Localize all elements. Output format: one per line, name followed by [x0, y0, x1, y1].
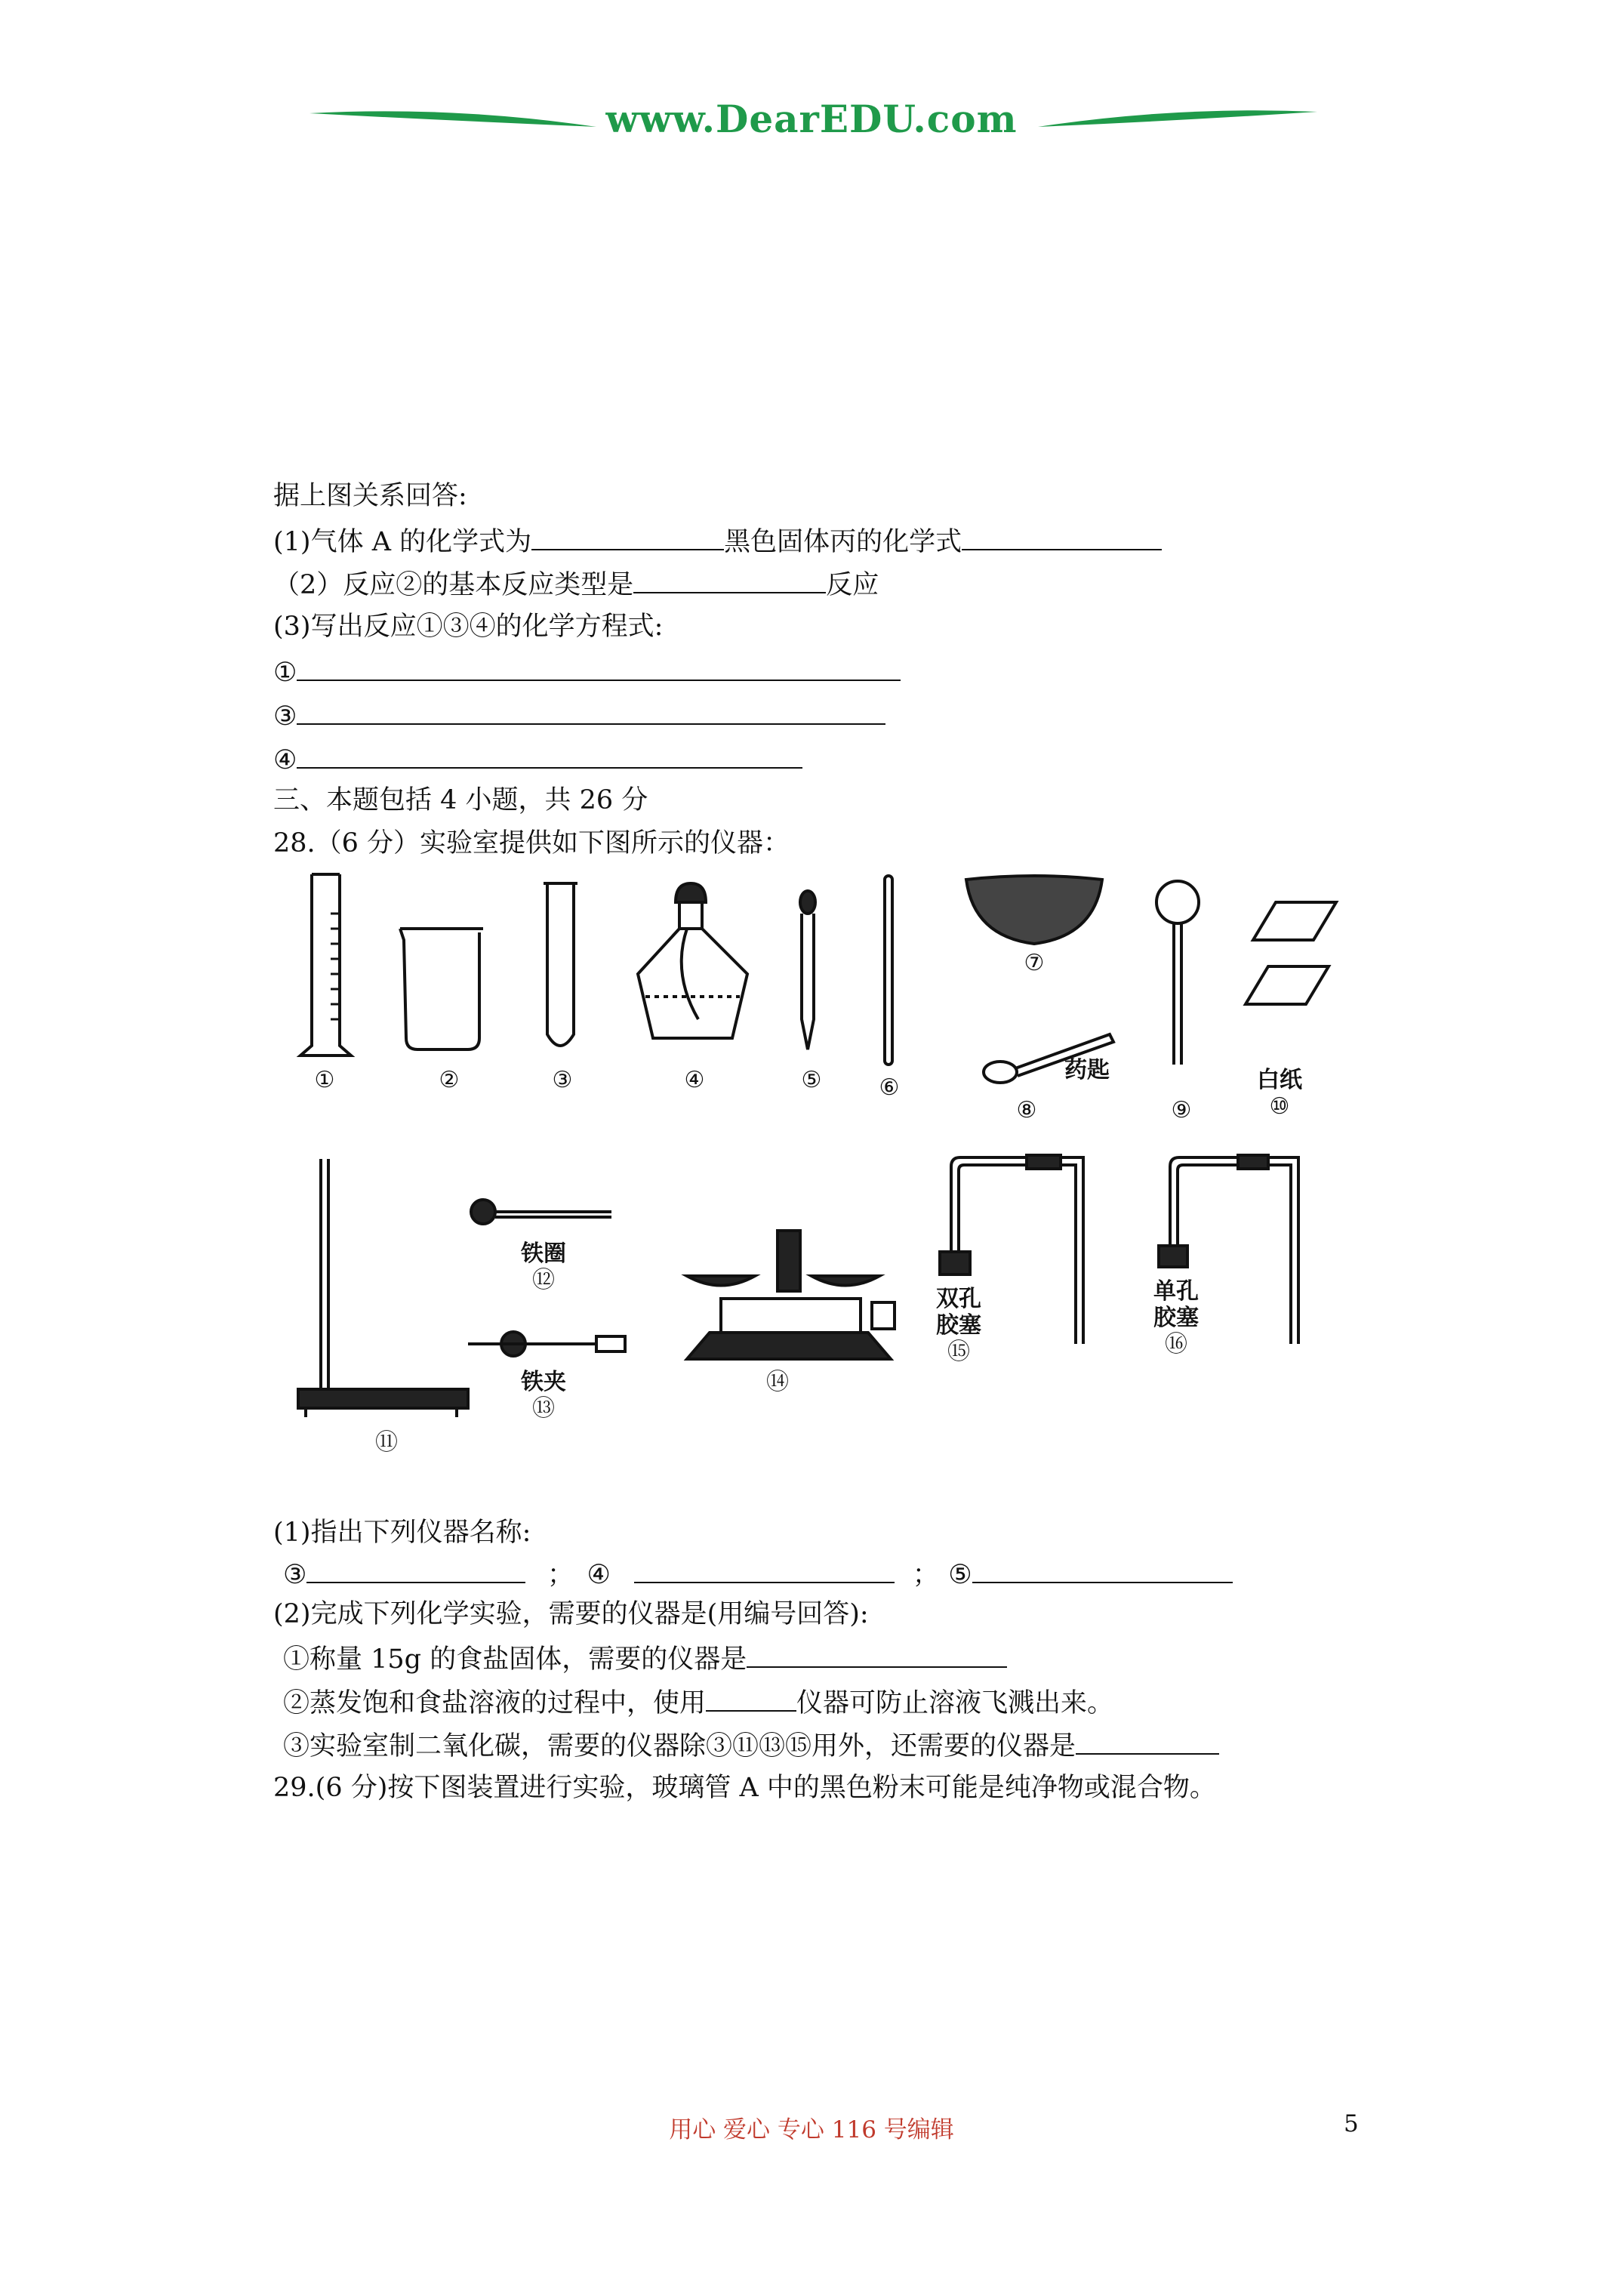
label-ring: 铁圈 [521, 1240, 566, 1267]
equation-4 [273, 743, 802, 775]
equation-3 [273, 699, 885, 732]
part2-b [283, 1686, 1113, 1718]
part1-marker-4: ④ [587, 1560, 611, 1590]
q2-suffix: 反应 [826, 570, 879, 600]
marker-3: ③ [273, 701, 297, 732]
footer-note: 用心 爱心 专心 116 号编辑 [669, 2116, 954, 2143]
label-spoon: 药匙 [1064, 1057, 1110, 1083]
q1-label2: 黑色固体丙的化学式 [724, 527, 962, 557]
part1-blank-5[interactable] [972, 1558, 1233, 1583]
label-9: ⑨ [1171, 1097, 1192, 1123]
section-3-heading: 三、本题包括 4 小题，共 26 分 [273, 785, 648, 815]
separator: ； [547, 1560, 574, 1590]
evaporating-dish-icon [966, 876, 1102, 944]
label-14: ⑭ [766, 1369, 789, 1395]
label-stopper1a: 单孔 [1153, 1278, 1199, 1305]
question-3: (3)写出反应①③④的化学方程式: [273, 612, 664, 642]
funnel-icon [1156, 881, 1199, 1065]
q2-label: （2）反应②的基本反应类型是 [273, 570, 634, 600]
question-28-title: 28.（6 分）实验室提供如下图所示的仪器： [273, 828, 790, 858]
equation-1-blank[interactable] [297, 655, 901, 681]
site-url[interactable]: www.DearEDU.com [605, 97, 1018, 141]
question-2 [273, 568, 879, 600]
label-4: ④ [684, 1067, 705, 1093]
label-3: ③ [552, 1067, 573, 1093]
label-13: ⑬ [532, 1395, 555, 1422]
part2-b-text1: ②蒸发饱和食盐溶液的过程中，使用 [283, 1688, 707, 1718]
label-7: ⑦ [1024, 950, 1045, 976]
glass-rod-icon [885, 876, 892, 1065]
apparatus-figure [264, 868, 1412, 1465]
part2-b-text2: 仪器可防止溶液飞溅出来。 [796, 1688, 1114, 1718]
marker-1: ① [273, 658, 297, 688]
label-stopper1b: 胶塞 [1153, 1305, 1199, 1331]
question-1 [273, 525, 1162, 557]
part2-c [283, 1729, 1219, 1761]
part1-blank-4[interactable] [634, 1558, 895, 1583]
equation-1 [273, 655, 901, 688]
label-paper: 白纸 [1257, 1067, 1302, 1093]
test-tube-icon [544, 883, 577, 1046]
label-15: ⑮ [947, 1339, 970, 1365]
separator: ； [912, 1560, 939, 1590]
label-stopper2b: 胶塞 [936, 1312, 981, 1339]
part1-marker-5: ⑤ [948, 1560, 972, 1590]
part2-c-text: ③实验室制二氧化碳，需要的仪器除③⑪⑬⑮用外，还需要的仪器是 [283, 1731, 1076, 1761]
q1-blank-a[interactable] [531, 525, 724, 550]
part2-c-blank[interactable] [1076, 1729, 1219, 1755]
part1-blank-3[interactable] [306, 1558, 525, 1583]
iron-clamp-icon [468, 1332, 625, 1356]
iron-stand-icon [298, 1159, 468, 1417]
part1-title: (1)指出下列仪器名称: [273, 1518, 531, 1548]
label-clamp: 铁夹 [521, 1369, 566, 1395]
q1-label: (1)气体 A 的化学式为 [273, 527, 532, 557]
graduated-cylinder-icon [300, 874, 351, 1056]
white-paper-icon [1246, 902, 1336, 1004]
page-number: 5 [1344, 2110, 1359, 2137]
label-6: ⑥ [879, 1074, 900, 1101]
part2-b-blank[interactable] [706, 1686, 796, 1712]
label-stopper2a: 双孔 [936, 1286, 981, 1312]
marker-4: ④ [273, 745, 297, 775]
question-29: 29.(6 分)按下图装置进行实验，玻璃管 A 中的黑色粉末可能是纯净物或混合物。 [273, 1773, 1216, 1803]
label-16: ⑯ [1165, 1331, 1187, 1358]
part2-a [283, 1642, 1007, 1675]
label-5: ⑤ [801, 1067, 822, 1093]
label-1: ① [314, 1067, 335, 1093]
equation-4-blank[interactable] [297, 743, 802, 769]
equation-3-blank[interactable] [297, 699, 885, 725]
part1-blanks [283, 1558, 1233, 1590]
label-11: ⑪ [375, 1429, 398, 1456]
label-12: ⑫ [532, 1267, 555, 1293]
part2-title: (2)完成下列化学实验，需要的仪器是(用编号回答): [273, 1599, 869, 1629]
q2-blank[interactable] [633, 568, 826, 593]
section-intro: 据上图关系回答: [273, 481, 467, 511]
label-10: ⑩ [1269, 1093, 1290, 1120]
part2-a-text: ①称量 15g 的食盐固体，需要的仪器是 [283, 1644, 747, 1675]
label-2: ② [439, 1067, 460, 1093]
iron-ring-icon [471, 1200, 611, 1224]
part1-marker-3: ③ [283, 1560, 307, 1590]
label-8: ⑧ [1016, 1097, 1037, 1123]
part2-a-blank[interactable] [747, 1642, 1007, 1668]
beaker-icon [400, 929, 483, 1049]
alcohol-lamp-icon [638, 883, 747, 1038]
dropper-icon [800, 891, 815, 1049]
balance-icon [687, 1231, 895, 1359]
q1-blank-b[interactable] [962, 525, 1162, 550]
header-banner [0, 0, 1623, 196]
